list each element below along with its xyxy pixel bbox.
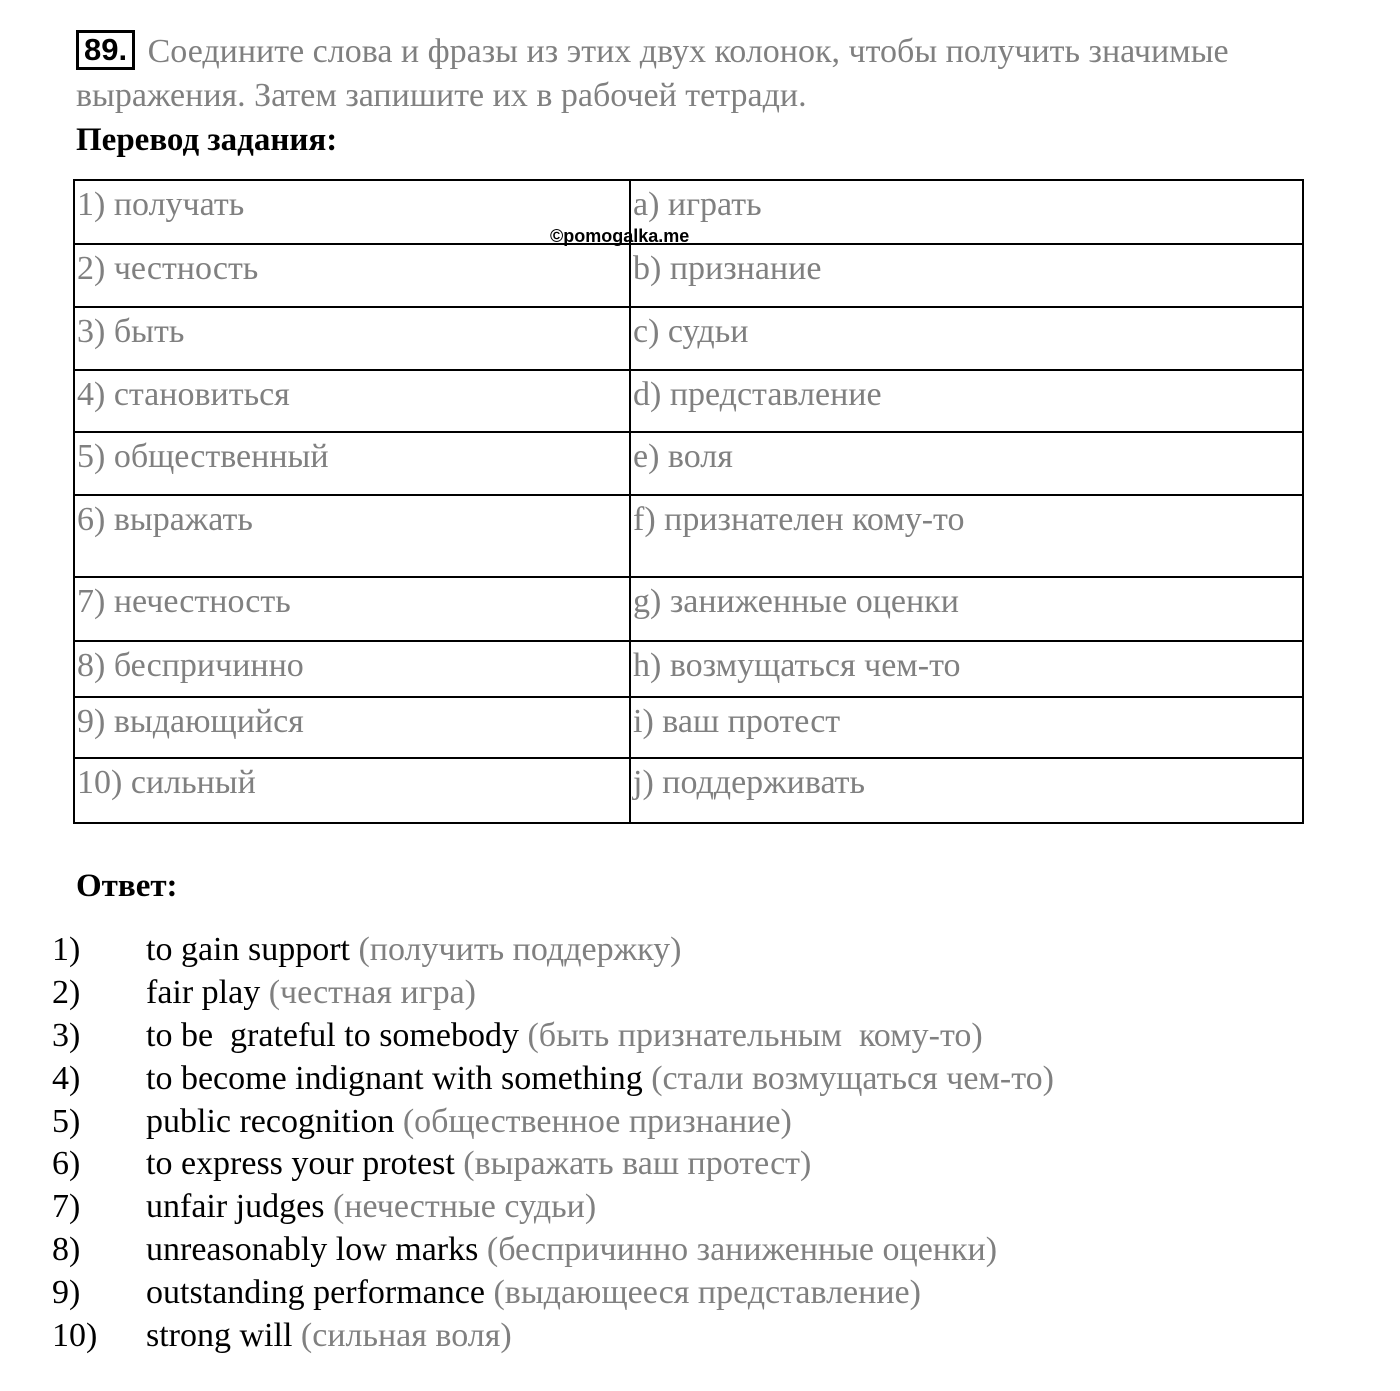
table-row: [74, 758, 1303, 823]
list-item: [52, 1143, 1352, 1186]
table-cell-right: d) представление: [630, 370, 1303, 432]
answer-russian: (выражать ваш протест): [463, 1145, 812, 1183]
answer-number: 10): [52, 1317, 98, 1355]
list-item: [52, 1229, 1352, 1272]
table-row: [74, 370, 1303, 432]
answer-list: [52, 929, 1352, 1358]
answer-english: unfair judges: [146, 1188, 325, 1226]
answer-english: to be grateful to somebody: [146, 1016, 519, 1054]
table-cell-left: 6) выражать: [74, 495, 630, 577]
table-cell-left: 8) беспричинно: [74, 641, 630, 697]
table-row: [74, 432, 1303, 495]
list-item: [52, 929, 1352, 972]
answer-number: 2): [52, 973, 81, 1011]
answer-russian: (выдающееся представление): [493, 1274, 921, 1312]
matching-table: [73, 179, 1304, 824]
answer-russian: (быть признательным кому-то): [527, 1016, 983, 1054]
table-cell-right: g) заниженные оценки: [630, 577, 1303, 641]
answer-english: to gain support: [146, 931, 350, 968]
answer-english: to express your protest: [146, 1145, 455, 1183]
answer-number: 5): [52, 1102, 81, 1140]
list-item: [52, 1015, 1352, 1058]
answer-english: strong will: [146, 1317, 293, 1355]
task-header: [76, 30, 1326, 118]
answer-english: public recognition: [146, 1102, 395, 1140]
table-cell-right: i) ваш протест: [630, 697, 1303, 758]
answer-number: 6): [52, 1145, 81, 1183]
answer-number: 8): [52, 1231, 81, 1269]
list-item: [52, 1186, 1352, 1229]
table-row: [74, 244, 1303, 307]
answer-number: 9): [52, 1274, 81, 1312]
table-cell-left: 3) быть: [74, 307, 630, 370]
table-row: [74, 641, 1303, 697]
task-instruction: Соедините слова и фразы из этих двух колонок, чтобы получить значимые выражения. Затем запишите их в рабочей тетради.: [76, 33, 1229, 114]
watermark: ©pomogalka.me: [550, 226, 690, 246]
table-cell-left: 5) общественный: [74, 432, 630, 495]
table-cell-left: 10) сильный: [74, 758, 630, 823]
table-row: [74, 577, 1303, 641]
table-cell-right: e) воля: [630, 432, 1303, 495]
table-cell-right: b) признание: [630, 244, 1303, 307]
table-row: [74, 495, 1303, 577]
answer-russian: (получить поддержку): [358, 931, 682, 968]
translation-title: Перевод задания:: [76, 122, 338, 158]
answer-russian: (стали возмущаться чем-то): [651, 1059, 1054, 1097]
answer-english: unreasonably low marks: [146, 1231, 479, 1269]
answer-russian: (честная игра): [268, 973, 477, 1011]
answer-number: 7): [52, 1188, 81, 1226]
table-row: [74, 307, 1303, 370]
table-cell-right: a) играть: [630, 180, 1303, 244]
table-cell-left: 1) получать: [74, 180, 630, 244]
task-number: 89.: [76, 30, 135, 70]
table-row: [74, 697, 1303, 758]
table-cell-right: f) признателен кому-то: [630, 495, 1303, 577]
answer-english: to become indignant with something: [146, 1059, 643, 1097]
table-cell-left: 7) нечестность: [74, 577, 630, 641]
answer-number: 1): [52, 931, 81, 968]
table-cell-right: j) поддерживать: [630, 758, 1303, 823]
answer-russian: (нечестные судьи): [332, 1188, 597, 1226]
answer-english: fair play: [146, 973, 261, 1011]
table-cell-left: 4) становиться: [74, 370, 630, 432]
list-item: [52, 1315, 1352, 1358]
table-cell-right: h) возмущаться чем-то: [630, 641, 1303, 697]
answer-title: Ответ:: [76, 868, 178, 904]
list-item: [52, 1272, 1352, 1315]
table-cell-left: 9) выдающийся: [74, 697, 630, 758]
answer-number: 4): [52, 1059, 81, 1097]
list-item: [52, 972, 1352, 1015]
answer-english: outstanding performance: [146, 1274, 485, 1312]
answer-number: 3): [52, 1016, 81, 1054]
list-item: [52, 1058, 1352, 1101]
table-cell-left: 2) честность: [74, 244, 630, 307]
answer-russian: (беспричинно заниженные оценки): [486, 1231, 998, 1269]
list-item: [52, 1101, 1352, 1144]
table-cell-right: c) судьи: [630, 307, 1303, 370]
answer-russian: (сильная воля): [300, 1317, 512, 1355]
answer-russian: (общественное признание): [402, 1102, 792, 1140]
